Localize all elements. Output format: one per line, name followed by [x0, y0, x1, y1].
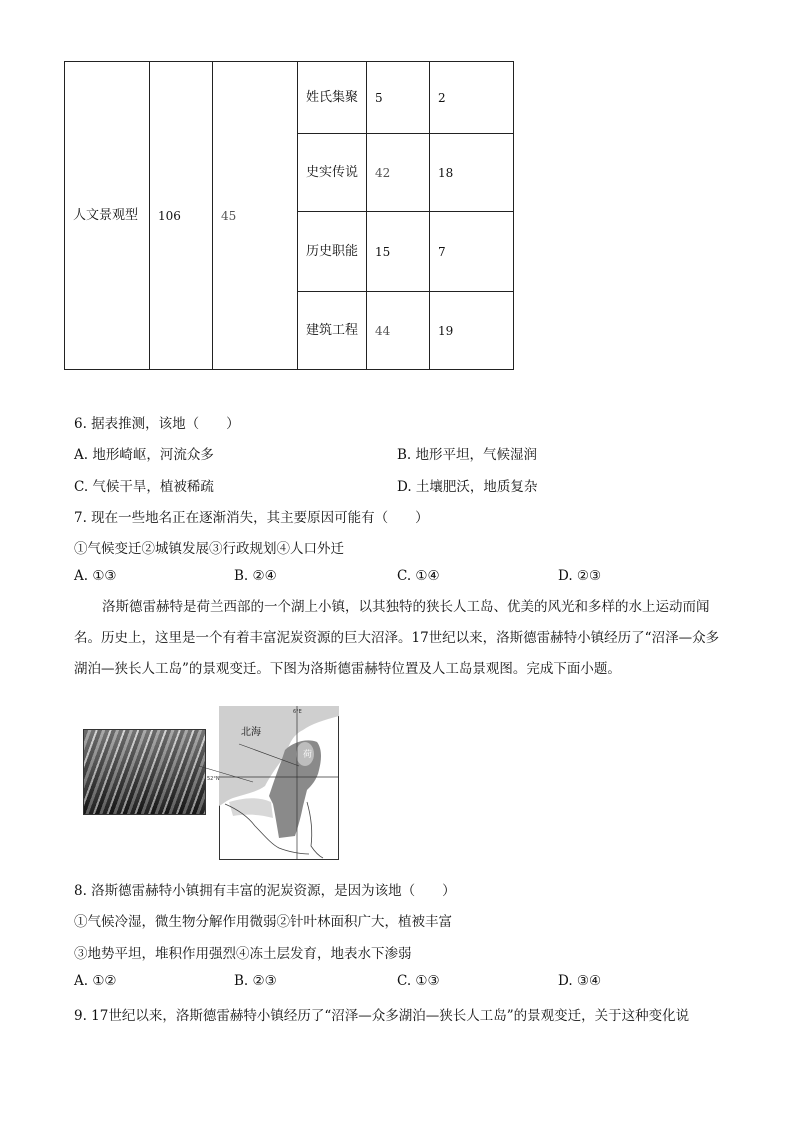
subtype-value-a: 5: [367, 62, 430, 134]
subtype-value-a: 42: [367, 134, 430, 212]
subtype-value-b: 18: [430, 134, 514, 212]
q6-option-b[interactable]: B. 地形平坦，气候湿润: [397, 447, 538, 463]
q8-stem: 8. 洛斯德雷赫特小镇拥有丰富的泥炭资源，是因为该地（ ）: [74, 883, 456, 899]
q6-option-a[interactable]: A. 地形崎岖，河流众多: [74, 447, 214, 463]
q7-option-c[interactable]: C. ①④: [397, 568, 440, 584]
q7-option-a[interactable]: A. ①③: [74, 568, 117, 584]
q9-stem: 9. 17世纪以来，洛斯德雷赫特小镇经历了“沼泽—众多湖泊—狭长人工岛”的景观变迁，关于这种变化说: [74, 1008, 690, 1024]
subtype-label: 历史职能: [298, 212, 367, 292]
subtype-value-a: 15: [367, 212, 430, 292]
q8-items-1: ①气候冷湿，微生物分解作用微弱②针叶林面积广大，植被丰富: [74, 914, 452, 930]
q7-option-d[interactable]: D. ②③: [558, 568, 602, 584]
netherlands-map: [207, 706, 339, 860]
total-cell: 106: [150, 62, 213, 370]
country-label: 荷: [303, 750, 313, 760]
category-cell: 人文景观型: [65, 62, 150, 370]
q8-option-c[interactable]: C. ①③: [397, 973, 440, 989]
q8-option-b[interactable]: B. ②③: [234, 973, 277, 989]
location-map: [207, 706, 339, 860]
reading-passage: 洛斯德雷赫特是荷兰西部的一个湖上小镇，以其独特的狭长人工岛、优美的风光和多样的水上运动而闻名。历史上，这里是一个有着丰富泥炭资源的巨大沼泽。17世纪以来，洛斯德雷赫特小镇经历了“沼泽—众多湖泊—狭长人工岛”的景观变迁。下图为洛斯德雷赫特位置及人工岛景观图。完成下面小题。: [74, 599, 720, 677]
table-row: [65, 62, 514, 134]
q8-items-2: ③地势平坦，堆积作用强烈④冻土层发育，地表水下渗弱: [74, 946, 412, 962]
longitude-label: 6°E: [293, 709, 302, 715]
latitude-label: 52°N: [207, 776, 220, 782]
subtype-value-b: 19: [430, 292, 514, 370]
q7-option-b[interactable]: B. ②④: [234, 568, 277, 584]
q8-option-a[interactable]: A. ①②: [74, 973, 117, 989]
statistics-table: [64, 61, 514, 370]
subtype-label: 史实传说: [298, 134, 367, 212]
q6-option-d[interactable]: D. 土壤肥沃，地质复杂: [397, 479, 538, 495]
artificial-island-photo: [83, 729, 206, 815]
count-cell: 45: [213, 62, 298, 370]
q7-stem: 7. 现在一些地名正在逐渐消失，其主要原因可能有（ ）: [74, 510, 429, 526]
subtype-label: 姓氏集聚: [298, 62, 367, 134]
q6-option-c[interactable]: C. 气候干旱，植被稀疏: [74, 479, 214, 495]
q6-stem: 6. 据表推测，该地（ ）: [74, 416, 240, 432]
subtype-value-a: 44: [367, 292, 430, 370]
q7-items: ①气候变迁②城镇发展③行政规划④人口外迁: [74, 541, 344, 557]
subtype-label: 建筑工程: [298, 292, 367, 370]
subtype-value-b: 7: [430, 212, 514, 292]
subtype-value-b: 2: [430, 62, 514, 134]
sea-label: 北海: [241, 727, 261, 738]
q8-option-d[interactable]: D. ③④: [558, 973, 602, 989]
